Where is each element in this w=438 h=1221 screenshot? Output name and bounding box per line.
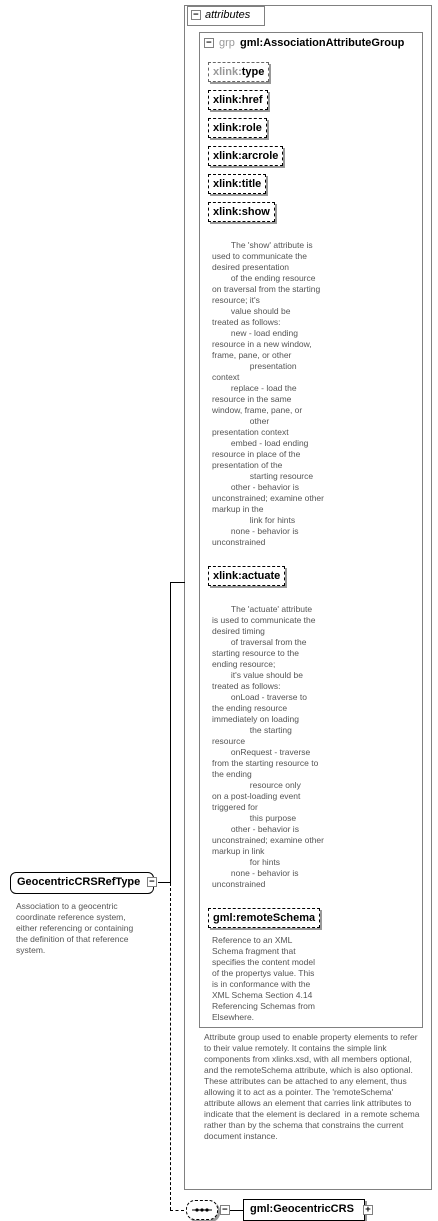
actuate-documentation: The 'actuate' attribute is used to communicate the desired timing of traversal from the starting resource to the ending resource; it's value should be treated as follows: onLoad - traverse to the ending resource immediately on loading the starting resource onRequest - traverse from the starting resource to the ending resource only on a post-loading event triggered for this purpose other - behavior is unconstrained; examine other markup in link for hints none - behavior is unconstrained xyxy=(212,604,324,889)
attr-xlink-role[interactable]: xlink:role xyxy=(208,118,267,138)
attr-gml-remoteSchema[interactable]: gml:remoteSchema xyxy=(208,908,320,928)
element-expand-icon[interactable]: + xyxy=(363,1205,373,1215)
show-documentation: The 'show' attribute is used to communicate the desired presentation of the ending resource on traversal from the starting resource; it's value should be treated as follows: new - load ending resource in a new window, frame, pane, or other presentation context replace - load the resource in the same window, frame, pane, or other presentation context embed - load ending resource in place of the presentation of the starting resource other - behavior is unconstrained; examine other markup in the link for hints none - behavior is unconstrained xyxy=(212,240,324,547)
group-prefix: grp xyxy=(219,37,235,49)
element-name: gml:GeocentricCRS xyxy=(250,1203,354,1215)
attr-xlink-title[interactable]: xlink:title xyxy=(208,174,266,194)
connector-to-element xyxy=(230,1210,243,1211)
attr-xlink-type[interactable] xyxy=(208,62,269,82)
main-type-name: GeocentricCRSRefType xyxy=(17,876,141,888)
attr-xlink-href[interactable]: xlink:href xyxy=(208,90,268,110)
group-documentation: Attribute group used to enable property elements to refer to their value remotely. It contains the simple link components from xlinks.xsd, with all members optional, and the remoteSchema attribute, which is also optional. These attributes can be attached to any element, thus allowing it to act as a pointer. The 'remoteSchema' attribute allows an element that carries link attributes to indicate that the element is declared in a remote schema rather than by the schema that constrains the current document instance. xyxy=(204,1032,422,1141)
group-collapse-icon[interactable]: − xyxy=(204,38,214,48)
sequence-collapse-icon[interactable]: − xyxy=(220,1205,230,1215)
connector-to-attributes xyxy=(170,582,185,583)
attributes-header-label: attributes xyxy=(205,9,251,21)
connector-vertical xyxy=(170,582,171,882)
sequence-icon xyxy=(187,1201,217,1219)
attributes-collapse-icon[interactable]: − xyxy=(191,10,201,20)
main-type-collapse-icon[interactable]: − xyxy=(147,877,157,887)
main-type-documentation: Association to a geocentric coordinate reference system, either referencing or containing the definition of that reference system. xyxy=(16,901,134,955)
group-name: gml:AssociationAttributeGroup xyxy=(240,37,405,49)
sequence-connector xyxy=(186,1200,218,1220)
connector-sequence-vertical xyxy=(170,883,171,1210)
connector-to-sequence xyxy=(170,1210,184,1211)
main-type-box[interactable] xyxy=(10,872,154,894)
attr-xlink-arcrole[interactable]: xlink:arcrole xyxy=(208,146,283,166)
element-box[interactable] xyxy=(243,1199,365,1221)
attr-xlink-actuate[interactable]: xlink:actuate xyxy=(208,566,285,586)
remoteSchema-documentation: Reference to an XML Schema fragment that specifies the content model of the propertys value. This is in conformance with the XML Schema Section 4.14 Referencing Schemas from Elsewhere. xyxy=(212,935,316,1022)
attr-local: type xyxy=(241,66,265,78)
attr-ns: xlink: xyxy=(213,66,242,78)
attr-xlink-show[interactable]: xlink:show xyxy=(208,202,275,222)
